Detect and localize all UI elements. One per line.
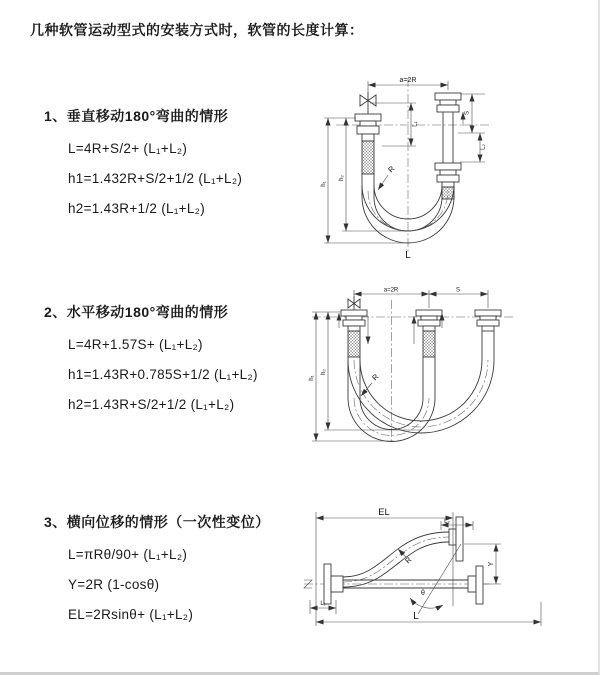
dim-label-theta: θ: [421, 590, 425, 597]
left-flange: [324, 564, 343, 604]
dim-label-h1: h₁: [321, 181, 327, 187]
left-pipe-fitting: [355, 114, 381, 174]
hose-u-bend-wide: [348, 331, 494, 433]
dim-label-h2: h₂: [339, 175, 345, 181]
valve-icon: [348, 296, 360, 310]
dim-l1: [310, 600, 336, 614]
dim-l1: [370, 103, 419, 146]
section-3-heading: 3、横向位移的情形（一次性变位）: [44, 514, 270, 530]
dim-label-r: R: [403, 555, 414, 566]
diagram-vertical-180-bend: [308, 66, 570, 264]
formula-h1: h1=1.43R+0.785S+1/2 (L₁+L₂): [68, 367, 258, 382]
dim-label-l: L: [413, 611, 419, 622]
centerlines: [336, 78, 492, 254]
formula-h1: h1=1.432R+S/2+1/2 (L₁+L₂): [68, 171, 243, 186]
s-curve-hose: [343, 532, 449, 587]
dim-l: [316, 602, 541, 626]
dim-h2: [339, 118, 410, 231]
dim-label-r: R: [386, 164, 397, 175]
right-pipe-fitting: [475, 310, 501, 331]
formula-L: L=4R+S/2+ (L₁+L₂): [68, 141, 188, 156]
dim-label-s: S: [455, 287, 461, 294]
dim-label-el: EL: [378, 507, 390, 518]
dim-label-s: S: [464, 110, 471, 116]
dim-label-l-total: L: [405, 250, 411, 261]
formula-h2: h2=1.43R+S/2+1/2 (L₁+L₂): [68, 397, 235, 412]
section-lateral-move: [44, 512, 270, 622]
dim-label-h2: h₂: [321, 369, 327, 375]
section-vertical-move: [44, 106, 242, 216]
formula-L: L=4R+1.57S+ (L₁+L₂): [68, 337, 203, 352]
dim-s: [429, 288, 488, 295]
dim-label-h1: h₁: [309, 375, 315, 381]
diagram-lateral-displacement: [296, 502, 588, 644]
radius-callout: [378, 164, 397, 190]
dim-a2r: [354, 288, 488, 309]
formula-Y: Y=2R (1-cosθ): [68, 577, 160, 592]
radius-callout: [361, 372, 381, 396]
right-flange: [468, 566, 483, 604]
diagram-horizontal-180-bend: [306, 282, 568, 454]
formula-L: L=πRθ/90+ (L₁+L₂): [68, 547, 188, 562]
section-1-heading: 1、垂直移动180°弯曲的情形: [44, 108, 229, 124]
formula-EL: EL=2Rsinθ+ (L₁+L₂): [68, 607, 194, 622]
right-pipe-fitting: [435, 93, 461, 199]
upper-flange: [449, 517, 463, 561]
dim-h2: [321, 312, 422, 430]
dim-s: [458, 94, 485, 162]
dim-label-y: Y: [488, 561, 495, 567]
dim-label-l2: L₂: [480, 144, 487, 150]
formula-h2: h2=1.43R+1/2 (L₁+L₂): [68, 201, 206, 216]
dim-label-a2r: a=2R: [399, 77, 417, 84]
page-title: 几种软管运动型式的安装方式时，软管的长度计算：: [30, 22, 364, 38]
angle-construction: [410, 544, 461, 614]
dim-label-a2r: a=2R: [383, 287, 399, 294]
dim-label-l2: L₂: [444, 519, 450, 525]
dim-label-l1: L₁: [412, 121, 419, 127]
section-horizontal-move: [44, 302, 258, 412]
dim-label-l1: L₁: [320, 601, 326, 607]
dim-label-r: R: [370, 372, 381, 383]
dim-l2: [480, 133, 487, 162]
section-2-heading: 2、水平移动180°弯曲的情形: [44, 304, 229, 320]
radius-callout: [398, 549, 414, 565]
